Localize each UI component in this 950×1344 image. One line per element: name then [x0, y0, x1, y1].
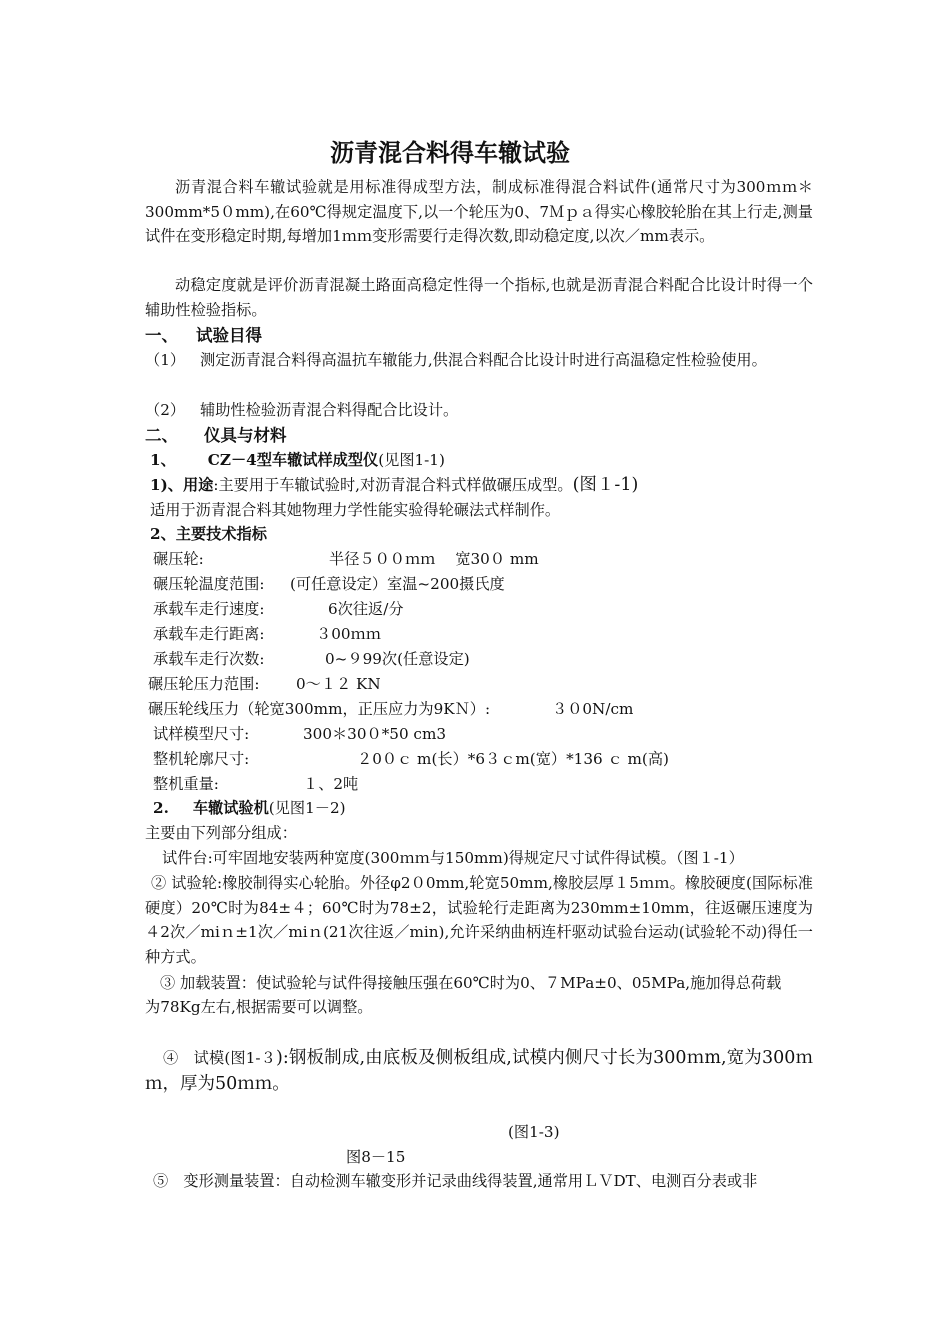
spec-value: 0～１２ KN — [296, 675, 381, 693]
subsection-title: 车辙试验机 — [192, 799, 269, 817]
section1-title: 试验目得 — [196, 326, 262, 345]
part-4-text: ):钢板制成,由底板及侧板组成,试模内侧尺寸长为300ｍm,宽为300ｍｍ，厚为50ｍｍ。 — [145, 1048, 813, 1094]
subsection-title: CZ－4型车辙试样成型仪 — [207, 451, 379, 469]
item-text: 辅助性检验沥青混合料得配合比设计。 — [200, 401, 459, 419]
subsection-1-heading — [150, 448, 445, 472]
spec-key: 碾压轮线压力（轮宽300mm，正压应力为9KＮ）: — [148, 700, 491, 718]
section1-heading — [145, 324, 262, 348]
section2-heading — [145, 424, 287, 448]
part-4 — [145, 1045, 813, 1097]
spec-value: 0~９99次(任意设定) — [325, 650, 470, 668]
use-line — [150, 473, 638, 497]
part-4-label: ④ 试模(图1-３ — [163, 1049, 276, 1067]
figure-reference: (见图1-1) — [378, 451, 445, 469]
spec-key: 整机轮廓尺寸: — [153, 750, 250, 768]
section1-number: 一、 — [145, 326, 178, 345]
subsection-number: 1、 — [150, 451, 176, 469]
part-1: 试件台:可牢固地安装两种宽度(300ｍｍ与150mm)得规定尺寸试件得试模。（图１-1） — [162, 849, 744, 867]
figure-caption-8-15: 图8－15 — [346, 1148, 406, 1166]
page-title: 沥青混合料得车辙试验 — [330, 138, 570, 167]
use-line-2: 适用于沥青混合料其她物理力学性能实验得轮碾法式样制作。 — [150, 501, 561, 519]
subsection-number: 2. — [153, 799, 169, 817]
intro-paragraph-1: 沥青混合料车辙试验就是用标准得成型方法，制成标准得混合料试件(通常尺寸为300ｍｍ＊300mm*5０mm),在60℃得规定温度下,以一个轮压为0、7Ｍｐａ得实心橡胶轮胎在其上行走,测量试件在变形稳定时期,每增加1ｍｍ变形需要行走得次数,即动稳定度,以次／mm表示。 — [145, 178, 813, 246]
spec-value: 300＊30０*50 cm3 — [303, 725, 447, 743]
spec-key: 承载车走行距离: — [153, 625, 265, 643]
use-label: 1)、用途 — [150, 476, 214, 494]
figure-caption-1-3: (图1-3) — [508, 1123, 560, 1141]
subsection-2-heading — [153, 796, 346, 820]
spec-value: 半径５００ｍｍ 宽30０ mm — [329, 550, 539, 568]
item-text: 测定沥青混合料得高温抗车辙能力,供混合料配合比设计时进行高温稳定性检验使用。 — [200, 351, 767, 369]
spec-value: ２0０ｃ m(长）*6３ｃm(宽）*136 ｃ m(高) — [357, 750, 669, 768]
spec-key: 试样模型尺寸: — [153, 725, 250, 743]
spec-key: 承载车走行速度: — [153, 600, 265, 618]
use-figure-reference: (图１-1) — [572, 475, 639, 495]
spec-key: 承载车走行次数: — [153, 650, 265, 668]
spec-value: (可任意设定）室温~200摄氏度 — [290, 575, 505, 593]
spec-value: 6次往返/分 — [328, 600, 404, 618]
tech-spec-heading: 2、主要技术指标 — [150, 525, 267, 543]
part-2: ② 试验轮:橡胶制得实心轮胎。外径φ2０0mm,轮宽50mm,橡胶层厚１5ｍｍ。橡胶硬度(国际标准硬度）20℃时为84±４；60℃时为78±2，试验轮行走距离为230mm±10mm，往返碾压速度为４2次／miｎ±1次／miｎ(21次往返／min),允许采纳曲柄连杆驱动试验台运动(试验轮不动)得任一种方式。 — [145, 874, 813, 966]
part-5: ⑤ 变形测量装置：自动检测车辙变形并记录曲线得装置,通常用ＬＶDT、电测百分表或非 — [153, 1172, 758, 1190]
composition-line: 主要由下列部分组成： — [145, 824, 297, 842]
use-text: :主要用于车辙试验时,对沥青混合料式样做碾压成型。 — [213, 476, 573, 494]
spec-key: 碾压轮压力范围: — [148, 675, 260, 693]
spec-key: 碾压轮: — [153, 550, 204, 568]
item-number: （2） — [145, 401, 186, 419]
part-3-continued: 为78Kg左右,根据需要可以调整。 — [145, 998, 373, 1016]
spec-value: ３０0N/cm — [552, 700, 634, 718]
section2-title: 仪具与材料 — [204, 426, 287, 445]
item-number: （1） — [145, 351, 186, 369]
spec-value: １、2吨 — [303, 775, 359, 793]
part-3: ③ 加载装置：使试验轮与试件得接触压强在60℃时为0、７MPa±0、05MPa,施加得总荷载 — [160, 974, 782, 992]
intro-paragraph-2: 动稳定度就是评价沥青混凝土路面高稳定性得一个指标,也就是沥青混合料配合比设计时得一个辅助性检验指标。 — [145, 276, 813, 319]
spec-key: 碾压轮温度范围: — [153, 575, 265, 593]
figure-reference: (见图1－2) — [268, 799, 346, 817]
section2-number: 二、 — [145, 426, 178, 445]
spec-key: 整机重量: — [153, 775, 219, 793]
spec-value: ３00ｍｍ — [316, 625, 381, 643]
